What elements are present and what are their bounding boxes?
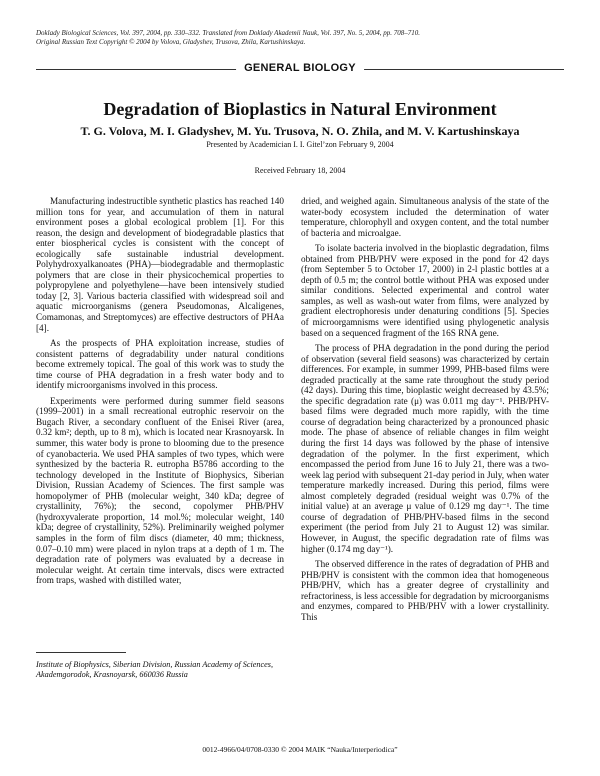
paragraph: Manufacturing indestructible synthetic plastics has reached 140 million tons for year, and accumulation of them in natural environment poses a global ecological problem [1]. For this reason, the design and development of biodegradable plastics that enter biospherical cycles is consistent with the concept of ecologically safe sustainable industrial development. Polyhydroxyalkanoates (PHA)—biodegradable and thermoplastic polymers that are close in their physicochemical properties to polypropylene and polyethylene—have been intensively studied today [2, 3]. Various bacteria classified with widespread soil and aquatic microorganisms (genera Pseudomonas, Alcaligenes, Comamonas, and Streptomyces) are effective destructors of PHAa [4]. xyxy=(36,196,284,333)
article-authors: T. G. Volova, M. I. Gladyshev, M. Yu. Trusova, N. O. Zhila, and M. V. Kartushinskaya xyxy=(80,124,520,138)
footnote-rule xyxy=(36,652,126,653)
presented-by: Presented by Academician I. I. Gitel’zon February 9, 2004 xyxy=(206,140,394,149)
page-footer: 0012-4966/04/0708-0330 © 2004 MAIK “Nauka/Interperiodica” xyxy=(202,745,398,754)
section-heading xyxy=(36,62,564,76)
paragraph: The observed difference in the rates of degradation of PHB and PHB/PHV is consistent with the common idea that homogeneous PHB/PHV, which has a greater degree of crystallinity and refractoriness, is less accessible for degradation by microorganisms and enzymes, compared to PHB/PHV with a lower crystallinity. This xyxy=(301,559,549,622)
journal-citation: Doklady Biological Sciences, Vol. 397, 2004, pp. 330–332. Translated from Doklady Akademii Nauk, Vol. 397, No. 5, 2004, pp. 708–710. xyxy=(36,29,420,37)
affiliation-footnote: Institute of Biophysics, Siberian Division, Russian Academy of Sciences, Akademgorodok, Krasnoyarsk, 660036 Russia xyxy=(36,660,274,679)
section-label: GENERAL BIOLOGY xyxy=(236,62,364,74)
paragraph: The process of PHA degradation in the pond during the period of observation (several field seasons) was characterized by certain differences. For example, in summer 1999, PHB-based films were degraded practically at the same rate throughout the study period (42 days). During this time, bioplastic weight decreased by 43.5%; the specific degradation rate (μ) was 0.011 mg day⁻¹. PHB/PHV-based films were degraded much more rapidly, with the time course of degradation being characterized by a pronounced phasic mode. The phase of absence of reliable changes in film weight during the first 14 days was followed by the phase of intensive degradation of the polymer. In the first experiment, which encompassed the period from June 16 to July 21, there was a two-week lag period with subsequent 21-day period in July, when water temperature markedly increased. During this period, films were almost completely degraded (residual weight was 0.7% of the initial value) at an average μ value of 0.129 mg day⁻¹. The time course of degradation of PHB/PHV-based films in the second experiment (the period from July 21 to August 12) was similar. However, in August, the specific degradation rate of films was higher (0.174 mg day⁻¹). xyxy=(301,343,549,554)
left-column xyxy=(36,196,284,586)
received-date: Received February 18, 2004 xyxy=(254,166,346,175)
paragraph: dried, and weighed again. Simultaneous analysis of the state of the water-body ecosystem included the determination of water temperature, chlorophyll and oxygen content, and the total number of bacteria and microalgae. xyxy=(301,196,549,238)
paragraph: To isolate bacteria involved in the bioplastic degradation, films obtained from PHB/PHV were exposed in the pond for 42 days (from September 5 to October 17, 2000) in 2-l plastic bottles at a depth of 0.5 m; the control bottle without PHA was exposed under similar conditions. Selected experimental and control water samples, as well as wash-out water from films, were analyzed by gradient electrophoresis under denaturing conditions [5]. Species of microorgamnisms were identified using phylogenetic analysis based on a sequenced fragment of the 16S RNA gene. xyxy=(301,243,549,338)
copyright-line: Original Russian Text Copyright © 2004 by Volova, Gladyshev, Trusova, Zhila, Kartushinskaya. xyxy=(36,38,306,46)
journal-header xyxy=(36,29,420,47)
article-title: Degradation of Bioplastics in Natural Environment xyxy=(103,99,497,119)
paragraph: As the prospects of PHA exploitation increase, studies of consistent patterns of degradability under natural conditions become extremely topical. The goal of this work was to study the time course of PHA degradation in a fresh water body and to identify microorganisms involved in this process. xyxy=(36,338,284,391)
right-column xyxy=(301,196,549,622)
paragraph: Experiments were performed during summer field seasons (1999–2001) in a small recreational eutrophic reservoir on the Bugach River, a secondary confluent of the Enisei River (area, 0.32 km²; depth, up to 8 m), which is located near Krasnoyarsk. In summer, this water body is prone to blooming due to the presence of cyanobacteria. We used PHA samples of two types, which were synthesized by the bacteria R. eutropha B5786 according to the technology developed in the Institute of Biophysics, Siberian Division, Russian Academy of Sciences. The first sample was homopolymer of PHB (molecular weight, 340 kDa; degree of crystallinity, 76%); the second, copolymer PHB/PHV (hydroxyvalerate proportion, 14 mol.%; molecular weight, 140 kDa; degree of crystallinity, 52%). Preliminarily weighed polymer samples in the form of film discs (diameter, 40 mm; thickness, 0.07–0.10 mm) were placed in nylon traps at a depth of 1 m. The degradation rate of polymers was evaluated by a decrease in molecular weight. At certain time intervals, discs were extracted from traps, washed with distilled water, xyxy=(36,395,284,586)
